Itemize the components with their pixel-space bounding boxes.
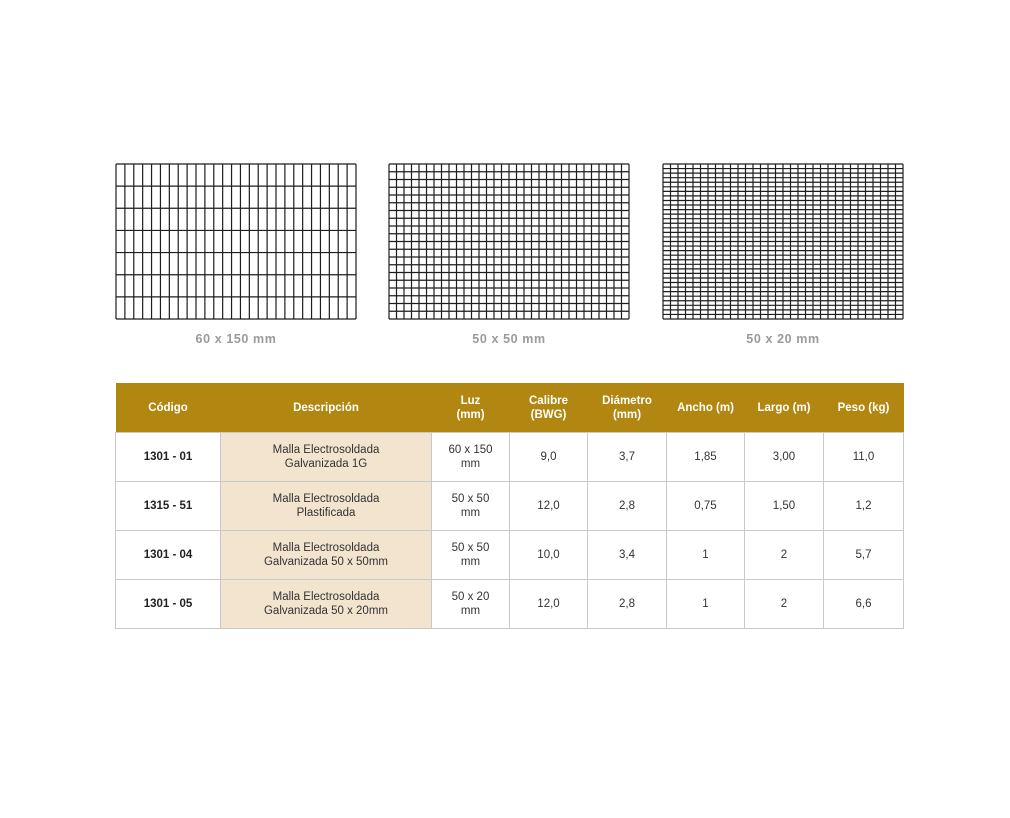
header-calibre: Calibre (BWG) [510, 383, 588, 433]
header-ancho: Ancho (m) [667, 383, 745, 433]
cell-ancho: 1 [667, 580, 745, 629]
cell-ancho: 1,85 [667, 433, 745, 482]
cell-codigo: 1301 - 04 [116, 531, 221, 580]
mesh-label-50x50: 50 x 50 mm [472, 332, 546, 346]
cell-largo: 1,50 [745, 482, 824, 531]
table-row [116, 531, 904, 580]
mesh-specs-table [115, 383, 904, 629]
cell-peso: 5,7 [824, 531, 904, 580]
cell-descripcion: Malla Electrosoldada Galvanizada 1G [221, 433, 432, 482]
cell-peso: 11,0 [824, 433, 904, 482]
header-diametro: Diámetro (mm) [588, 383, 667, 433]
table-header-row [116, 383, 904, 433]
header-largo: Largo (m) [745, 383, 824, 433]
header-descripcion: Descripción [221, 383, 432, 433]
cell-calibre: 12,0 [510, 482, 588, 531]
mesh-grid-50x50-icon [388, 163, 630, 320]
cell-ancho: 1 [667, 531, 745, 580]
cell-descripcion: Malla Electrosoldada Galvanizada 50 x 50mm [221, 531, 432, 580]
table-row [116, 580, 904, 629]
mesh-sample-50x20 [662, 163, 904, 320]
cell-diametro: 3,4 [588, 531, 667, 580]
table-row [116, 433, 904, 482]
cell-calibre: 12,0 [510, 580, 588, 629]
cell-codigo: 1301 - 01 [116, 433, 221, 482]
cell-luz: 60 x 150 mm [432, 433, 510, 482]
cell-ancho: 0,75 [667, 482, 745, 531]
cell-largo: 2 [745, 531, 824, 580]
cell-luz: 50 x 50 mm [432, 482, 510, 531]
cell-calibre: 9,0 [510, 433, 588, 482]
mesh-grid-50x20-icon [662, 163, 904, 320]
header-peso: Peso (kg) [824, 383, 904, 433]
header-codigo: Código [116, 383, 221, 433]
cell-descripcion: Malla Electrosoldada Galvanizada 50 x 20mm [221, 580, 432, 629]
cell-luz: 50 x 20 mm [432, 580, 510, 629]
cell-peso: 6,6 [824, 580, 904, 629]
cell-codigo: 1315 - 51 [116, 482, 221, 531]
cell-peso: 1,2 [824, 482, 904, 531]
cell-codigo: 1301 - 05 [116, 580, 221, 629]
cell-diametro: 2,8 [588, 482, 667, 531]
mesh-label-50x20: 50 x 20 mm [746, 332, 820, 346]
mesh-sample-60x150 [115, 163, 357, 320]
cell-calibre: 10,0 [510, 531, 588, 580]
cell-luz: 50 x 50 mm [432, 531, 510, 580]
mesh-label-60x150: 60 x 150 mm [195, 332, 277, 346]
header-luz: Luz (mm) [432, 383, 510, 433]
table-row [116, 482, 904, 531]
cell-diametro: 2,8 [588, 580, 667, 629]
cell-largo: 3,00 [745, 433, 824, 482]
cell-largo: 2 [745, 580, 824, 629]
cell-descripcion: Malla Electrosoldada Plastificada [221, 482, 432, 531]
cell-diametro: 3,7 [588, 433, 667, 482]
mesh-sample-50x50 [388, 163, 630, 320]
mesh-grid-60x150-icon [115, 163, 357, 320]
